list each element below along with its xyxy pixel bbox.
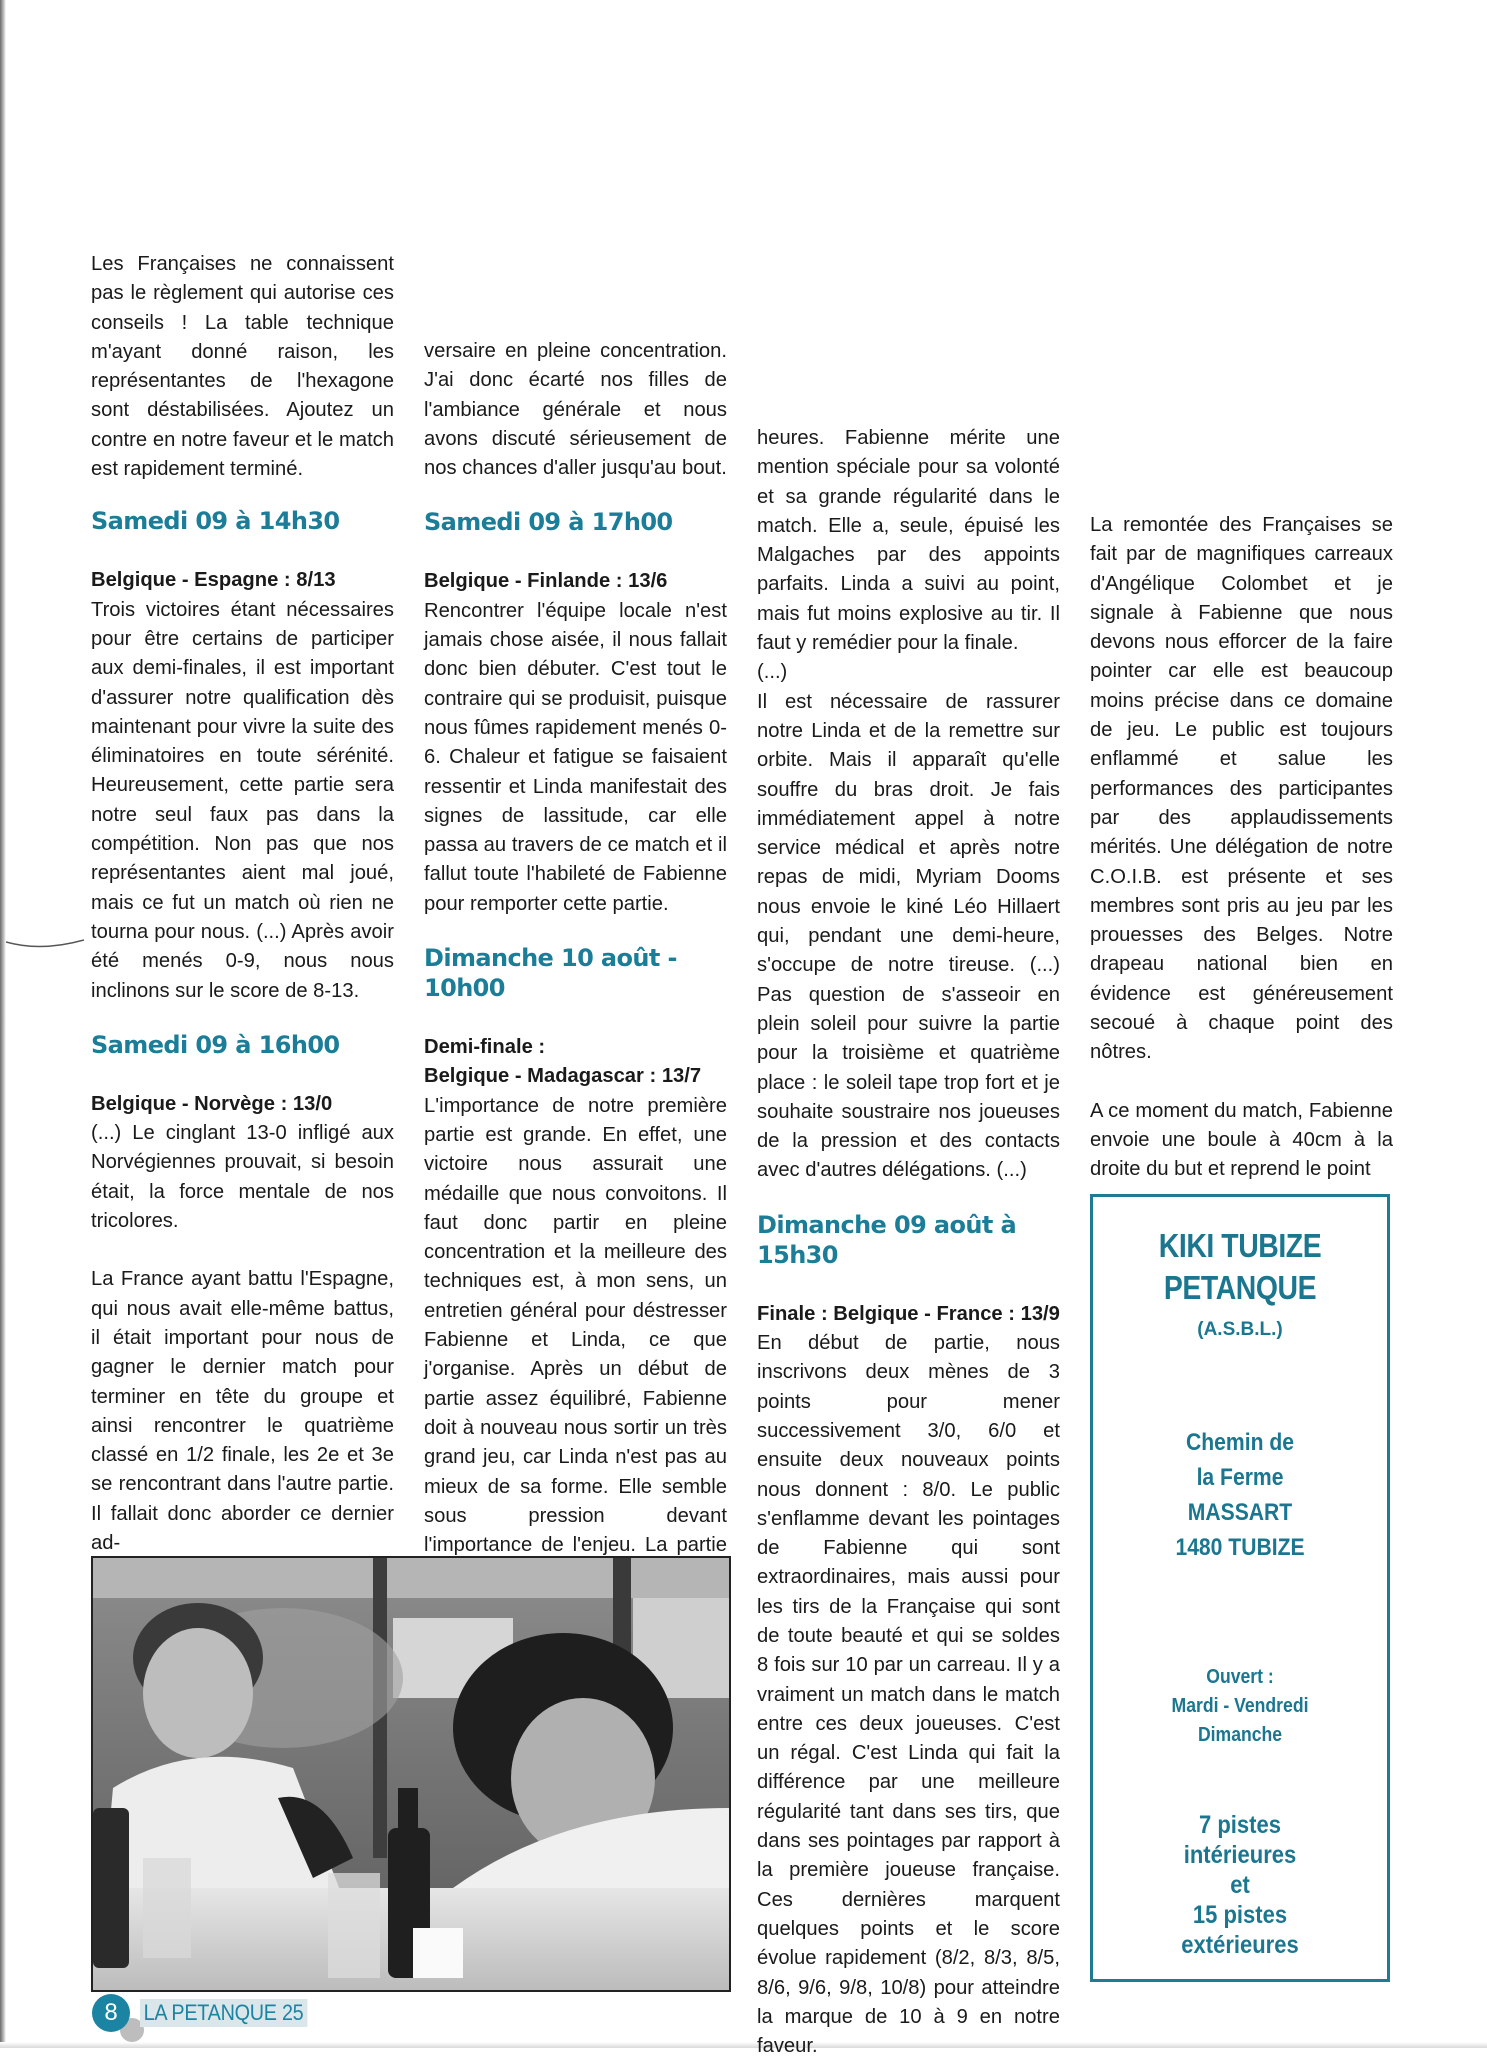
scan-left-edge: [0, 0, 6, 2048]
opening-days: Mardi - Vendredi: [1171, 1695, 1309, 1717]
paragraph: A ce moment du match, Fabienne envoie une boule à 40cm à la droite du but et reprend le point: [1090, 1099, 1393, 1181]
paragraph: Les Françaises ne connaissent pas le règlement qui autorise ces conseils ! La table technique m'ayant donné raison, les représentantes de l'hexagone sont déstabilisées. Ajoutez un contre en notre faveur et le match est rapidement terminé.: [91, 253, 394, 481]
section-heading: Dimanche 09 août à 15h30: [757, 1210, 1017, 1269]
scan-bottom-edge: [0, 2042, 1487, 2048]
pistes-line: et: [1230, 1871, 1250, 1899]
article-column-3: [757, 424, 1060, 2061]
match-title: Finale : Belgique - France : 13/9: [757, 1302, 1060, 1325]
paragraph: Rencontrer l'équipe locale n'est jamais chose aisée, il nous fallait donc bien débuter. C'est tout le contraire qui se produisit, puisque nous fûmes rapidement menés 0-6. Chaleur et fatigue se faisaient ressentir et Linda manifestait des signes de lassitude, car elle passa au travers de ce match et il fallut toute l'habileté de Fabienne pour remporter cette partie.: [424, 599, 727, 915]
address-line: 1480 TUBIZE: [1175, 1534, 1305, 1561]
section-heading: Dimanche 10 août - 10h00: [424, 944, 677, 1003]
magazine-title: LA PETANQUE 25: [140, 1999, 307, 2027]
pistes-line: intérieures: [1183, 1841, 1297, 1869]
article-column-1: [91, 250, 394, 1558]
match-subtitle: Demi-finale :: [424, 1036, 546, 1059]
club-pistes: [1111, 1810, 1370, 1960]
article-photo: [91, 1556, 731, 1992]
section-heading: Samedi 09 à 16h00: [91, 1030, 340, 1059]
article-column-4: [1090, 511, 1393, 1185]
match-title: Belgique - Norvège : 13/0: [91, 1092, 333, 1115]
section-heading: Samedi 09 à 17h00: [424, 508, 673, 537]
section-heading: Samedi 09 à 14h30: [91, 507, 340, 536]
article-column-2: [424, 337, 727, 1590]
club-address: [1111, 1425, 1370, 1565]
match-title: Belgique - Madagascar : 13/7: [424, 1065, 702, 1088]
match-title: Belgique - Espagne : 8/13: [91, 569, 336, 592]
club-name: PETANQUE: [1163, 1269, 1317, 1306]
opening-label: Ouvert :: [1206, 1666, 1274, 1688]
club-opening-hours: [1111, 1663, 1370, 1750]
page-footer: [92, 1994, 392, 2034]
club-advertisement: [1090, 1194, 1390, 1982]
address-line: MASSART: [1187, 1499, 1293, 1526]
paragraph: En début de partie, nous inscrivons deux mènes de 3 points pour mener successivement 3/0, 6/0 et ensuite deux nouveaux points nous donnent : 8/0. Le public s'enflamme devant les pointages de Fabienne qui sont extraordinaires, mais aussi pour les tirs de la Française qui sont de toute beauté et qui se soldes 8 fois sur 10 par un carreau. Il y a vraiment un match dans le match entre ces deux joueuses. C'est un régal. C'est Linda qui fait la différence par une meilleure régularité tant dans ses tirs, que dans ses pointages par rapport à la première joueuse française. Ces dernières marquent quelques points et le score évolue rapidement (8/2, 8/3, 8/5, 8/6, 9/6, 9/8, 10/8) pour atteindre la marque de 10 à 9 en notre faveur.: [757, 1332, 1060, 2058]
pistes-line: 15 pistes: [1192, 1901, 1288, 1929]
paragraph: Trois victoires étant nécessaires pour être certains de participer aux demi-finales, il est important d'assurer notre qualification dès maintenant pour vivre la suite des éliminatoires en toute sérénité. Heureusement, cette partie sera notre seul faux pas dans la compétition. Non pas que nos représentantes aient mal joué, mais ce fut un match où rien ne tourna pour nous. (...) Après avoir été menés 0-9, nous nous inclinons sur le score de 8-13.: [91, 598, 394, 1002]
opening-days: Dimanche: [1197, 1724, 1283, 1746]
ellipsis: (...): [757, 661, 788, 684]
club-name: KIKI TUBIZE: [1158, 1227, 1322, 1264]
pistes-line: 7 pistes: [1199, 1811, 1281, 1839]
paragraph: heures. Fabienne mérite une mention spéciale pour sa volonté et sa grande régularité dans le match. Elle a, seule, épuisé les Malgaches par des appoints parfaits. Linda a suivi au point, mais fut moins explosive au tir. Il faut y remédier pour la finale.: [757, 427, 1060, 655]
paragraph: La France ayant battu l'Espagne, qui nous avait elle-même battus, il était important pour nous de gagner le dernier match pour terminer en tête du groupe et ainsi rencontrer le quatrième classé en 1/2 finale, les 2e et 3e se rencontrant dans l'autre partie. Il fallait donc aborder ce dernier ad-: [91, 1268, 394, 1554]
paragraph: La remontée des Françaises se fait par de magnifiques carreaux d'Angélique Colombet et je signale à Fabienne que nous devons nous efforcer de la faire pointer car elle est beaucoup moins précise dans ce domaine de jeu. Le public est toujours enflammé et salue les performances des participantes par des applaudissements mérités. Une délégation de notre C.O.I.B. est présente et ses membres sont pris au jeu par les prouesses des Belges. Notre drapeau national bien en évidence est généreusement secoué à chaque point des nôtres.: [1090, 514, 1393, 1064]
address-line: Chemin de: [1186, 1429, 1294, 1456]
paragraph: Il est nécessaire de rassurer notre Linda et de la remettre sur orbite. Mais il apparaît qu'elle souffre du bras droit. Je fais immédiatement appel à notre service médical et après notre repas de midi, Myriam Dooms nous envoie le kiné Léo Hillaert qui, pendant une demi-heure, s'occupe de notre tireuse. (...) Pas question de s'asseoir en plein soleil pour suivre la partie pour la troisième et quatrième place : le soleil tape trop fort et je souhaite soustraire nos joueuses de la pression et des contacts avec d'autres délégations. (...): [757, 690, 1060, 1182]
address-line: la Ferme: [1196, 1464, 1284, 1491]
match-title: Belgique - Finlande : 13/6: [424, 570, 668, 593]
paragraph: L'importance de notre première partie est grande. En effet, une victoire nous assurait une médaille que nous convoitons. Il faut donc partir en pleine concentration et la meilleure des techniques est, à mon sens, un entretien général pour déstresser Fabienne et Linda, ce que j'organise. Après un début de partie assez équilibré, Fabienne doit à nouveau nous sortir un très grand jeu, car Linda n'est pas au mieux de sa forme. Elle semble sous pression devant l'importance de l'enjeu. La partie: [424, 1094, 727, 1557]
paragraph: versaire en pleine concentration. J'ai donc écarté nos filles de l'ambiance générale et nous avons discuté sérieusement de nos chances d'aller jusqu'au bout.: [424, 340, 727, 480]
club-legal-form: (A.S.B.L.): [1197, 1319, 1283, 1340]
pistes-line: extérieures: [1181, 1931, 1299, 1959]
paragraph: (...) Le cinglant 13-0 infligé aux Norvégiennes prouvait, si besoin était, la force mentale de nos tricolores.: [91, 1122, 394, 1233]
photo-illustration: [93, 1558, 729, 1990]
page-number: 8: [92, 1994, 130, 2032]
page-curl-mark: [6, 938, 84, 952]
